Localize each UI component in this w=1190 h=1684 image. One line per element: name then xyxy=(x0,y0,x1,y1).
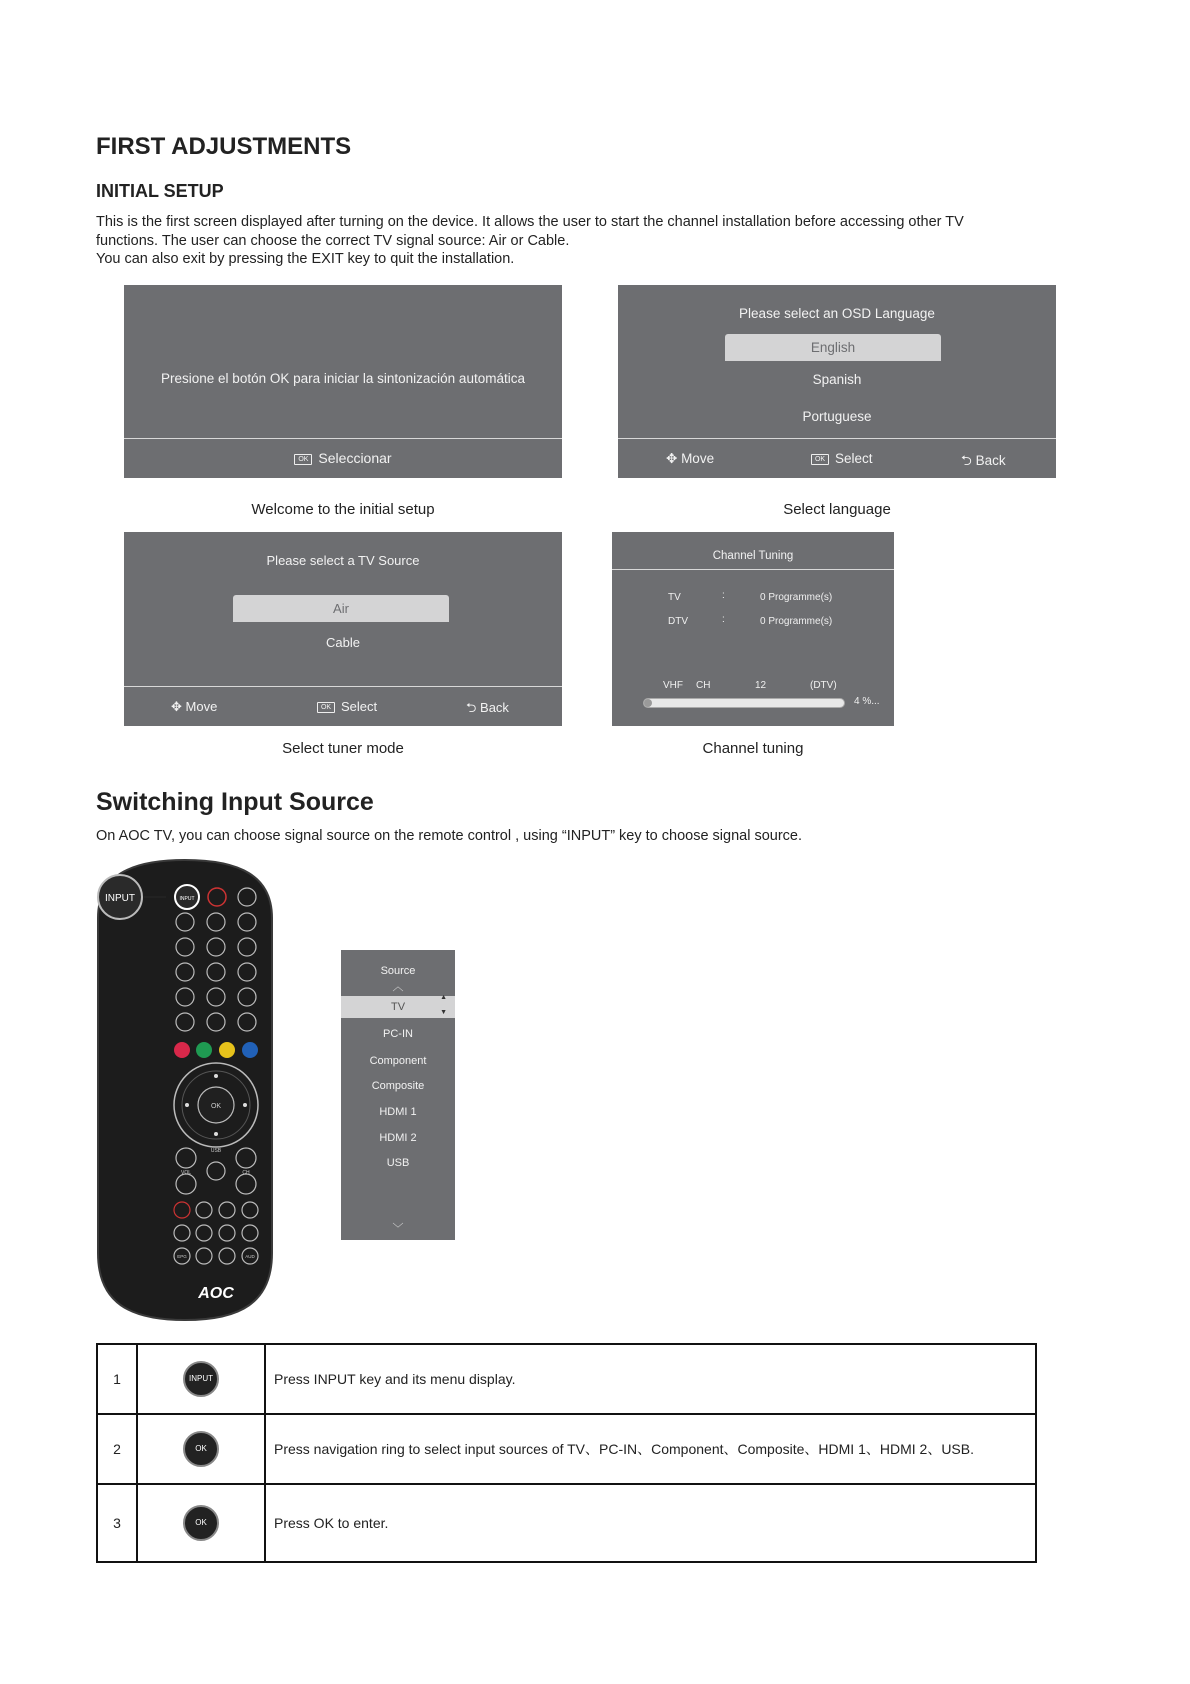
step-icon-cell xyxy=(137,1344,265,1414)
intro-line-2: functions. The user can choose the correct TV signal source: Air or Cable. xyxy=(96,232,570,249)
select-label: Select xyxy=(835,451,873,466)
tuning-tv-value: 0 Programme(s) xyxy=(760,592,833,603)
usb-label: USB xyxy=(210,1148,222,1154)
tuning-tv-sep: : xyxy=(722,590,725,601)
language-option-portuguese[interactable]: Portuguese xyxy=(802,409,872,424)
step-number: 1 xyxy=(97,1344,137,1414)
source-item-pc-in[interactable]: PC-IN xyxy=(383,1028,413,1040)
welcome-screen xyxy=(124,285,562,478)
tuning-progress-fill xyxy=(644,699,652,707)
source-footer xyxy=(124,686,562,726)
source-menu-title: Source xyxy=(380,965,416,977)
vol-label: VOL xyxy=(180,1170,192,1176)
language-option-spanish[interactable]: Spanish xyxy=(812,372,862,387)
yellow-key[interactable] xyxy=(219,1042,235,1058)
move-label: Move xyxy=(185,699,218,714)
steps-table xyxy=(96,1343,1037,1563)
scroll-up-icon: ▲ xyxy=(440,994,447,1001)
green-key[interactable] xyxy=(196,1042,212,1058)
step-number: 3 xyxy=(97,1484,137,1562)
tuning-mode: (DTV) xyxy=(810,680,837,691)
language-prompt: Please select an OSD Language xyxy=(739,306,935,321)
table-row xyxy=(97,1414,1036,1484)
scroll-down-icon: ▼ xyxy=(440,1009,447,1016)
intro-line-3: You can also exit by pressing the EXIT key to quit the installation. xyxy=(96,251,515,267)
language-caption: Select language xyxy=(783,501,891,518)
source-select-hint xyxy=(317,699,377,714)
welcome-caption: Welcome to the initial setup xyxy=(251,501,435,518)
tuning-ch-value: 12 xyxy=(755,680,767,691)
source-item-hdmi1[interactable]: HDMI 1 xyxy=(379,1106,417,1118)
tuning-dtv-sep: : xyxy=(722,614,725,625)
back-label: Back xyxy=(480,700,509,715)
ch-label: CH xyxy=(242,1170,250,1176)
welcome-select-button[interactable] xyxy=(124,450,562,466)
tuning-dtv-label: DTV xyxy=(668,616,688,627)
language-back-hint xyxy=(961,451,1006,474)
language-move-hint xyxy=(666,451,714,467)
source-item-component[interactable]: Component xyxy=(369,1055,427,1067)
move-label: Move xyxy=(681,451,715,466)
welcome-message: Presione el botón OK para iniciar la sintonización automática xyxy=(161,371,525,386)
remote-ok-label: OK xyxy=(210,1103,222,1110)
tuning-screen xyxy=(612,532,894,726)
select-label: Select xyxy=(341,699,378,714)
source-caption: Select tuner mode xyxy=(282,740,404,757)
tuning-band: VHF xyxy=(663,680,683,691)
move-icon: ✥ xyxy=(171,699,186,714)
ok-key-icon: OK xyxy=(811,454,829,465)
language-screen xyxy=(618,285,1056,478)
chevron-down-icon: ﹀ xyxy=(392,1223,404,1235)
language-option-english[interactable]: English xyxy=(725,334,941,361)
source-item-hdmi2[interactable]: HDMI 2 xyxy=(379,1132,417,1144)
ok-key-icon: OK xyxy=(183,1505,219,1541)
source-option-air[interactable]: Air xyxy=(233,595,449,622)
back-icon: ⮌ xyxy=(961,453,976,468)
language-footer xyxy=(618,438,1056,478)
step-icon-cell xyxy=(137,1484,265,1562)
source-screen xyxy=(124,532,562,726)
welcome-footer xyxy=(124,438,562,478)
step-number: 2 xyxy=(97,1414,137,1484)
tuning-tv-label: TV xyxy=(668,592,681,603)
table-row xyxy=(97,1344,1036,1414)
intro-paragraph xyxy=(96,213,1096,269)
switching-title: Switching Input Source xyxy=(96,788,374,816)
source-back-hint xyxy=(466,699,509,721)
ok-key-icon: OK xyxy=(294,454,312,465)
source-item-usb[interactable]: USB xyxy=(386,1157,410,1169)
chevron-up-icon: ︿ xyxy=(392,981,404,993)
navigation-ring-icon: OK xyxy=(183,1431,219,1467)
source-move-hint xyxy=(171,699,217,715)
remote-input-key-label: INPUT xyxy=(179,896,195,902)
welcome-select-label: Seleccionar xyxy=(318,450,392,466)
tuning-divider xyxy=(612,569,894,570)
ok-key-icon: OK xyxy=(317,702,335,713)
step-text: Press INPUT key and its menu display. xyxy=(265,1344,1036,1414)
step-text: Press OK to enter. xyxy=(265,1484,1036,1562)
step-text: Press navigation ring to select input sources of TV、PC-IN、Component、Composite、HDMI 1、HDMI 2、USB. xyxy=(265,1414,1036,1484)
source-item-composite[interactable]: Composite xyxy=(371,1080,425,1092)
tuning-progress-label: 4 %... xyxy=(854,696,880,707)
source-option-cable[interactable]: Cable xyxy=(326,635,360,650)
red-key[interactable] xyxy=(174,1042,190,1058)
source-item-tv[interactable]: TV xyxy=(341,996,455,1018)
back-icon: ⮌ xyxy=(466,700,481,715)
switching-description: On AOC TV, you can choose signal source on the remote control , using “INPUT” key to choose signal source. xyxy=(96,828,803,844)
language-select-hint xyxy=(811,451,873,466)
tuning-dtv-value: 0 Programme(s) xyxy=(760,616,833,627)
section-subtitle: INITIAL SETUP xyxy=(96,181,224,201)
aud-label: AUD xyxy=(245,1254,255,1259)
input-key-icon: INPUT xyxy=(183,1361,219,1397)
blue-key[interactable] xyxy=(242,1042,258,1058)
source-menu xyxy=(341,950,455,1240)
epg-label: EPG xyxy=(177,1254,187,1259)
page-title: FIRST ADJUSTMENTS xyxy=(96,133,352,160)
intro-line-1: This is the first screen displayed after turning on the device. It allows the user to start the channel installation before accessing other TV xyxy=(96,214,964,230)
tuning-ch-label: CH xyxy=(696,680,711,691)
input-callout-label: INPUT xyxy=(105,893,135,904)
tuning-progress-bar xyxy=(643,698,845,708)
aoc-logo: AOC xyxy=(198,1285,234,1302)
source-prompt: Please select a TV Source xyxy=(266,553,420,568)
tuning-caption: Channel tuning xyxy=(702,740,804,757)
step-icon-cell xyxy=(137,1414,265,1484)
back-label: Back xyxy=(975,453,1006,468)
table-row xyxy=(97,1484,1036,1562)
remote-control-illustration xyxy=(90,858,280,1324)
move-icon: ✥ xyxy=(666,451,682,466)
tuning-title: Channel Tuning xyxy=(712,550,794,562)
